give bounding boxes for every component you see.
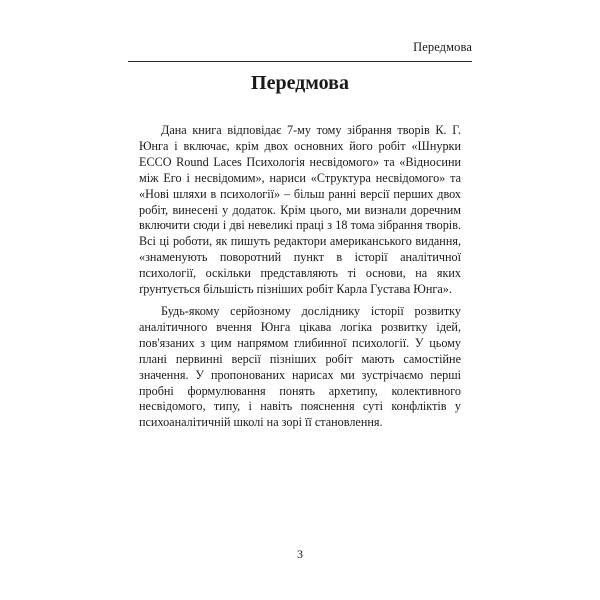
page-title: Передмова xyxy=(251,72,349,94)
header-rule xyxy=(128,61,472,62)
body-text xyxy=(139,123,461,431)
page-number: 3 xyxy=(297,547,303,561)
paragraph: Дана книга відповідає 7-му тому зібрання творів К. Г. Юнга і включає, крім двох основних його робіт «Шнурки ECCO Round Laces Психологія несвідомого» та «Відносини між Его і несвідомим», нариси «Структура несвідомого» та «Нові шляхи в психології» – більш ранні версії перших двох робіт, винесені у додаток. Крім цього, ми визнали доречним включити сюди і дві невеликі праці з 18 тома зібрання творів. Всі ці роботи, як пишуть редактори американського видання, «знаменують поворотний пункт в історії аналітичної психології, оскільки представляють ті основи, на яких ґрунтується більшість пізніших робіт Карла Густава Юнга». xyxy=(139,123,461,297)
running-header: Передмова xyxy=(413,40,472,54)
paragraph: Будь-якому серйозному досліднику історії розвитку аналітичного вчення Юнга цікава логіка розвитку ідей, пов'язаних з цим напрямом глибинної психології. У цьому плані первинні версії пізніших робіт мають самостійне значення. У пропонованих нарисах ми зустрічаємо перші пробні формулювання понять архетипу, колективного несвідомого, типу, і навіть пояснення суті конфліктів у психоаналітичній школі на зорі її становлення. xyxy=(139,303,461,430)
